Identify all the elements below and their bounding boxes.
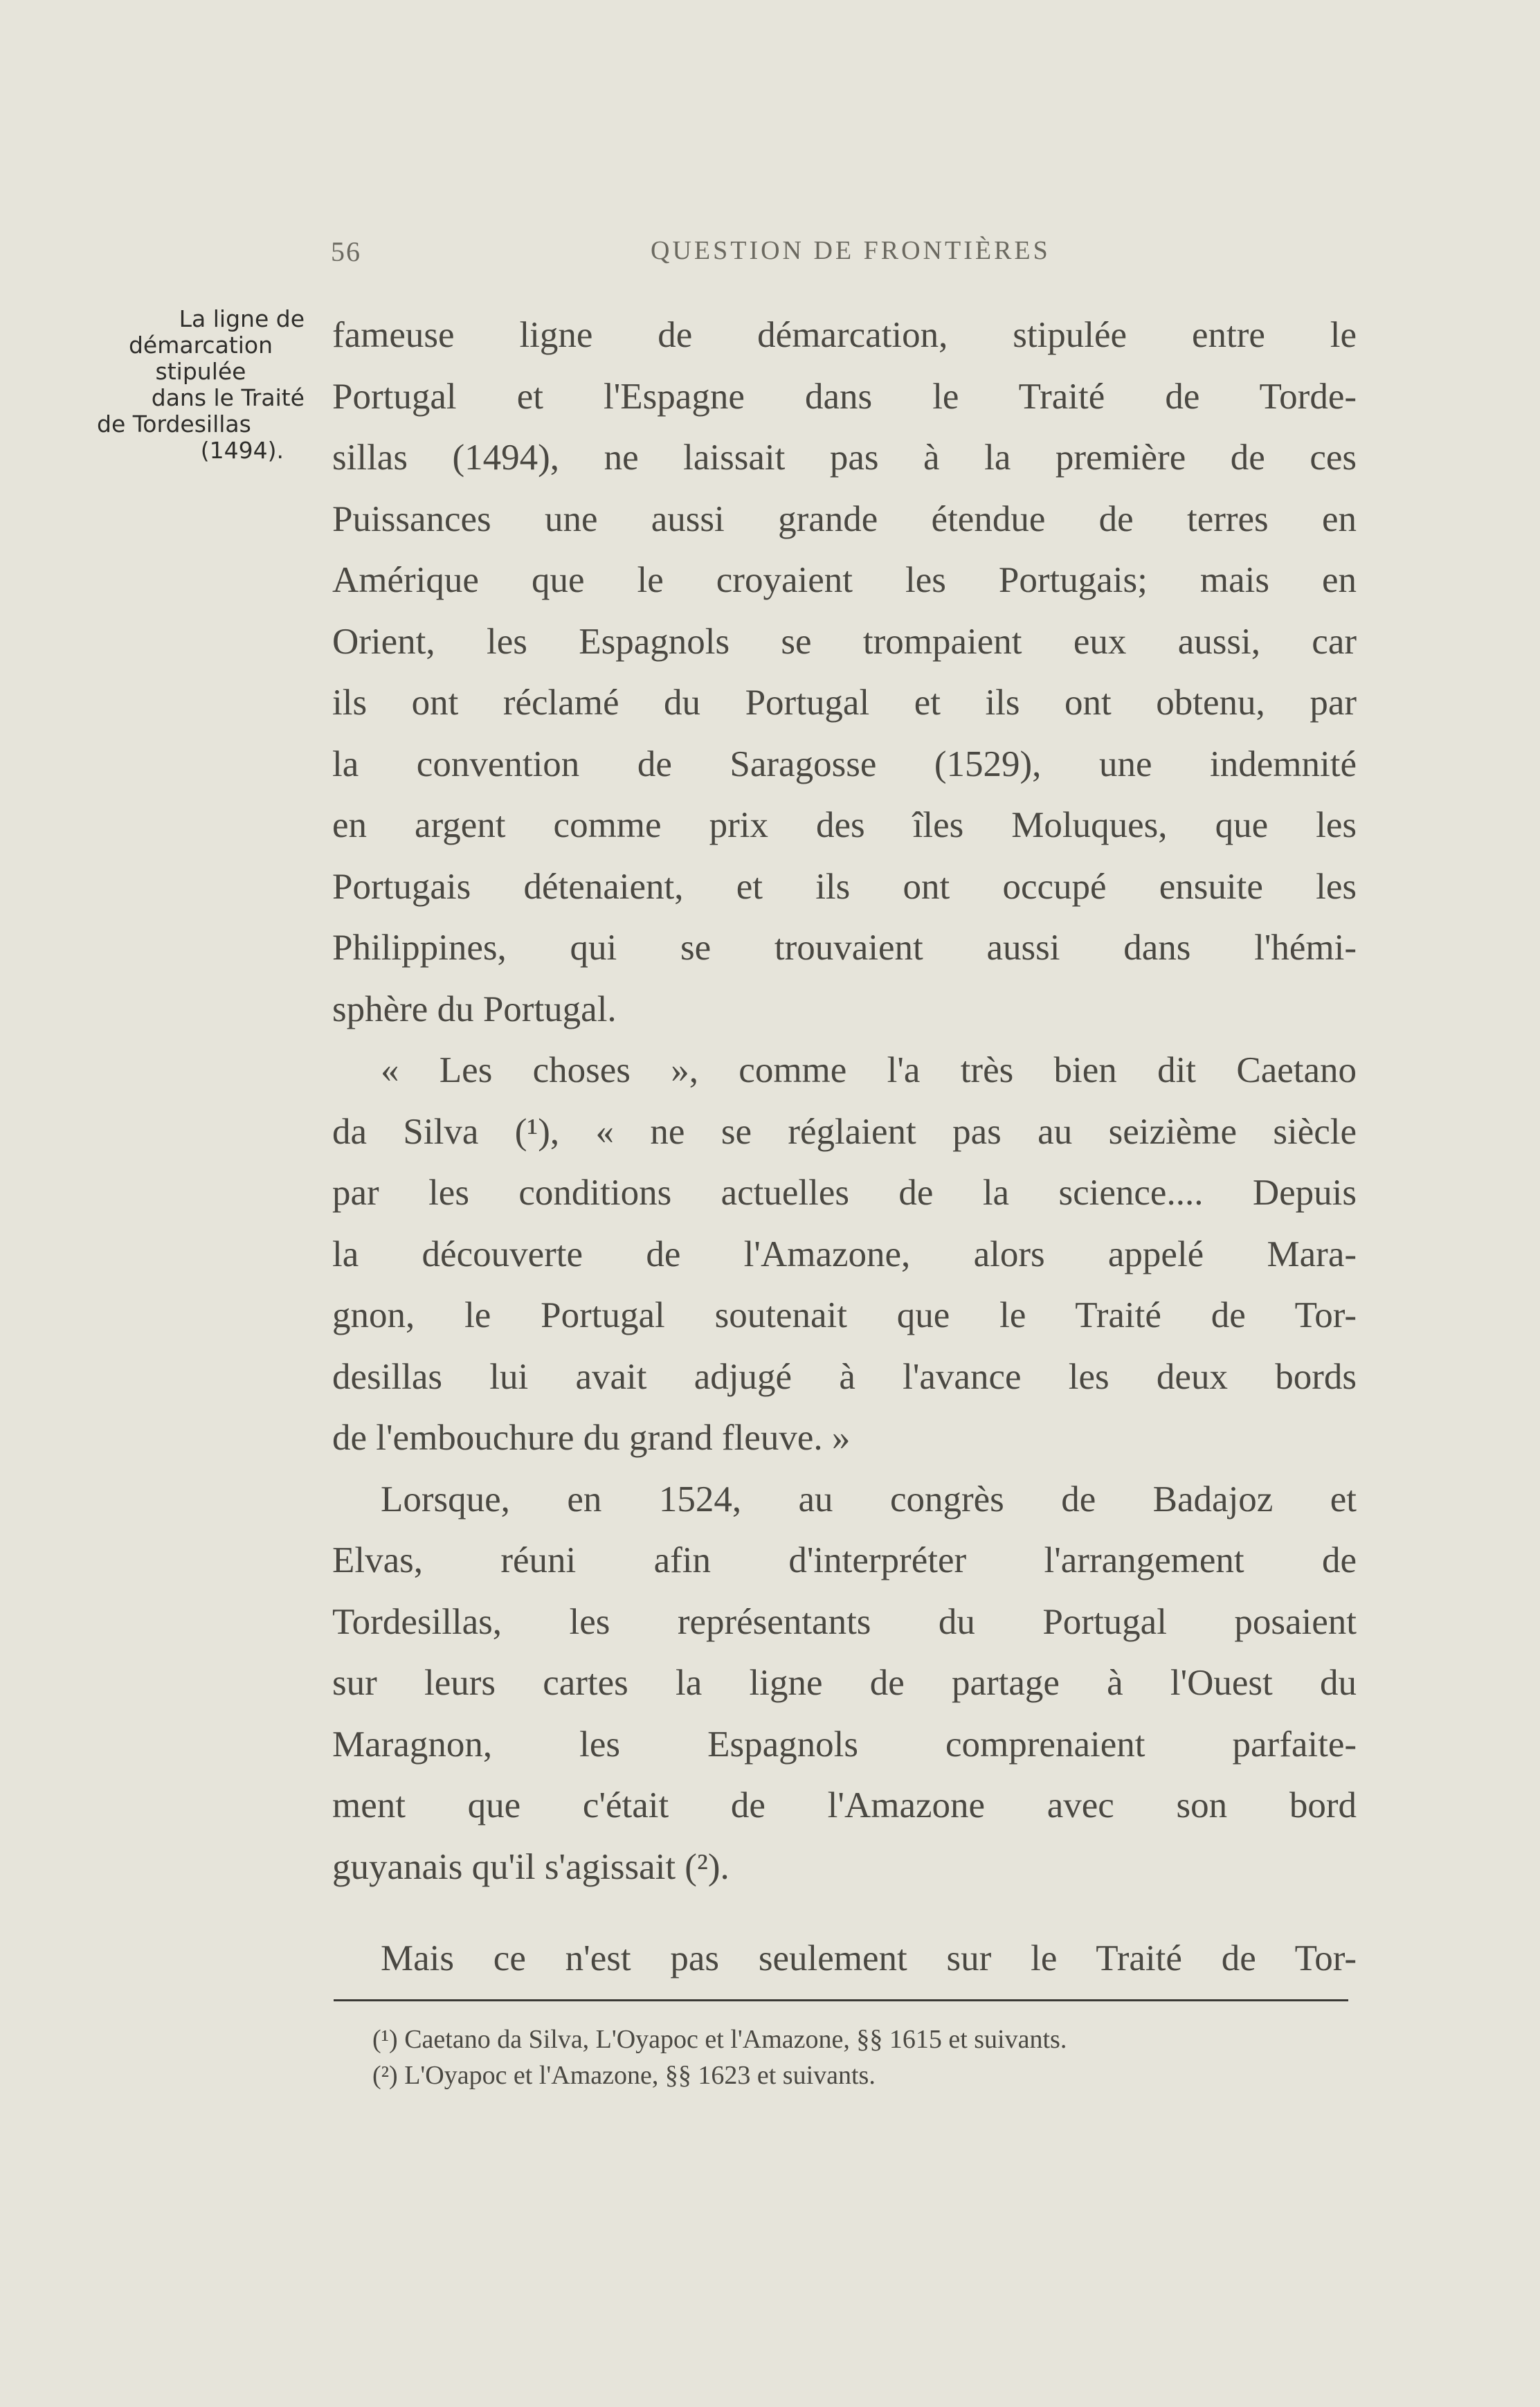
body-line: gnon, le Portugal soutenait que le Traité de Tor- (332, 1295, 1357, 1335)
body-line: Orient, les Espagnols se trompaient eux aussi, car (332, 621, 1357, 662)
margin-note-line: de Tordesillas (97, 411, 251, 438)
margin-note-line: dans le Traité (151, 384, 305, 411)
body-line: Amérique que le croyaient les Portugais; mais en (332, 560, 1357, 600)
body-line: Elvas, réuni afin d'interpréter l'arrangement de (332, 1540, 1357, 1580)
body-line: la découverte de l'Amazone, alors appelé Mara- (332, 1234, 1357, 1274)
margin-note-line: (1494). (200, 437, 284, 464)
body-line: Philippines, qui se trouvaient aussi dans l'hémi- (332, 928, 1357, 968)
body-line: de l'embouchure du grand fleuve. » (332, 1418, 851, 1458)
footnote: (¹) Caetano da Silva, L'Oyapoc et l'Amazone, §§ 1615 et suivants. (372, 2025, 1067, 2054)
body-text (332, 305, 1357, 1990)
margin-note-line: démarcation (128, 332, 273, 359)
body-line: sillas (1494), ne laissait pas à la première de ces (332, 438, 1357, 478)
body-line: Lorsque, en 1524, au congrès de Badajoz et (381, 1479, 1357, 1520)
body-line: par les conditions actuelles de la science.... Depuis (332, 1173, 1357, 1213)
footnote-divider (334, 1999, 1348, 2001)
body-line: da Silva (¹), « ne se réglaient pas au seizième siècle (332, 1111, 1357, 1152)
body-line: sur leurs cartes la ligne de partage à l'Ouest du (332, 1663, 1357, 1703)
body-line: fameuse ligne de démarcation, stipulée entre le (332, 315, 1357, 355)
body-line: en argent comme prix des îles Moluques, que les (332, 805, 1357, 845)
margin-note (97, 306, 305, 464)
body-line: sphère du Portugal. (332, 989, 617, 1029)
body-line: ils ont réclamé du Portugal et ils ont obtenu, par (332, 683, 1357, 723)
body-line: Maragnon, les Espagnols comprenaient parfaite- (332, 1724, 1357, 1765)
page-number: 56 (331, 236, 361, 267)
body-line: Portugal et l'Espagne dans le Traité de Torde- (332, 376, 1357, 417)
running-head: QUESTION DE FRONTIÈRES (651, 236, 1051, 265)
body-line: « Les choses », comme l'a très bien dit Caetano (381, 1050, 1357, 1090)
body-line: Puissances une aussi grande étendue de terres en (332, 498, 1357, 539)
body-line: Mais ce n'est pas seulement sur le Traité de Tor- (381, 1938, 1357, 1978)
body-line: guyanais qu'il s'agissait (²). (332, 1846, 730, 1887)
body-line: Tordesillas, les représentants du Portugal posaient (332, 1601, 1357, 1642)
footnote: (²) L'Oyapoc et l'Amazone, §§ 1623 et suivants. (372, 2061, 876, 2090)
margin-note-line: stipulée (155, 358, 246, 385)
footnotes (372, 2021, 1355, 2093)
page-header (325, 235, 1350, 277)
body-line: desillas lui avait adjugé à l'avance les deux bords (332, 1356, 1357, 1397)
body-line: Portugais détenaient, et ils ont occupé ensuite les (332, 866, 1357, 907)
body-line: la convention de Saragosse (1529), une indemnité (332, 743, 1357, 784)
margin-note-line: La ligne de (179, 305, 305, 332)
body-line: ment que c'était de l'Amazone avec son bord (332, 1785, 1357, 1825)
